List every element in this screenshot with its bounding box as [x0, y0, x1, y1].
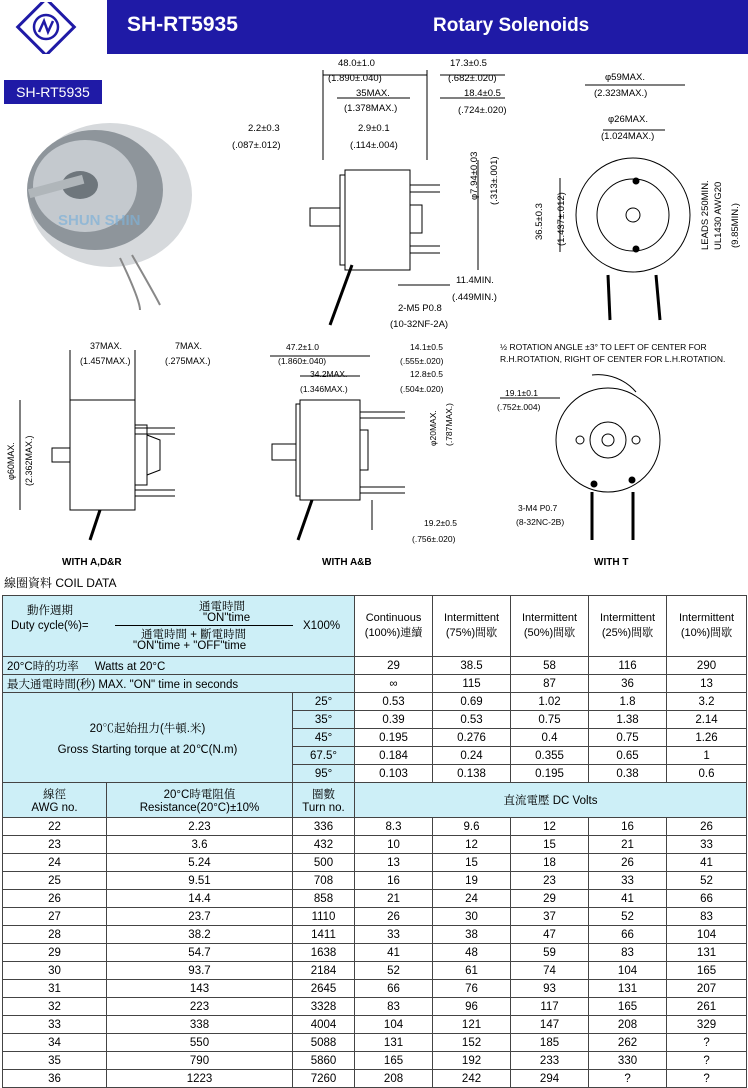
coil-cell: 117: [511, 998, 589, 1016]
svg-text:(1.457MAX.): (1.457MAX.): [80, 356, 131, 366]
coil-cell: 96: [433, 998, 511, 1016]
coil-cell: 15: [433, 854, 511, 872]
coil-cell: 37: [511, 908, 589, 926]
coil-cell: 143: [107, 980, 293, 998]
coil-cell: 33: [589, 872, 667, 890]
svg-text:(.787MAX.): (.787MAX.): [444, 403, 454, 446]
voltage-header-row: 線徑 AWG no. 20°C時電阻值 Resistance(20°C)±10% 圈數 Turn no. 直流電壓 DC Volts: [3, 783, 747, 818]
svg-text:(10-32NF-2A): (10-32NF-2A): [390, 319, 449, 330]
svg-text:2-M5 P0.8: 2-M5 P0.8: [398, 303, 442, 314]
svg-text:UL1430 AWG20: UL1430 AWG20: [713, 181, 724, 250]
coil-cell: 131: [355, 1034, 433, 1052]
coil-cell: 336: [293, 818, 355, 836]
coil-cell: 3328: [293, 998, 355, 1016]
coil-cell: 54.7: [107, 944, 293, 962]
company-logo: [6, 2, 104, 54]
coil-cell: 5860: [293, 1052, 355, 1070]
coil-row: [3, 872, 747, 890]
adr-view-dims: [6, 341, 211, 568]
coil-rows: [3, 818, 747, 1088]
coil-cell: 165: [355, 1052, 433, 1070]
svg-text:(1.346MAX.): (1.346MAX.): [300, 384, 348, 394]
coil-row: [3, 1070, 747, 1088]
coil-row: [3, 944, 747, 962]
torque-row: 20℃起始扭力(牛頓.米) Gross Starting torque at 20℃(N.m) 25° 0.53 0.69 1.02 1.8 3.2: [3, 693, 747, 711]
coil-cell: 41: [667, 854, 747, 872]
coil-cell: 19: [433, 872, 511, 890]
coil-cell: 165: [667, 962, 747, 980]
coil-cell: 2.23: [107, 818, 293, 836]
coil-cell: 131: [667, 944, 747, 962]
svg-text:11.4MIN.: 11.4MIN.: [456, 275, 494, 286]
coil-cell: 26: [589, 854, 667, 872]
coil-cell: 104: [355, 1016, 433, 1034]
coil-cell: 33: [355, 926, 433, 944]
svg-text:(1.860±.040): (1.860±.040): [278, 356, 327, 366]
svg-text:(2.362MAX.): (2.362MAX.): [24, 435, 34, 486]
coil-cell: ?: [667, 1070, 747, 1088]
svg-text:35MAX.: 35MAX.: [356, 88, 390, 99]
coil-cell: 74: [511, 962, 589, 980]
coil-cell: 18: [511, 854, 589, 872]
svg-text:(8-32NC-2B): (8-32NC-2B): [516, 517, 565, 527]
coil-cell: 10: [355, 836, 433, 854]
svg-text:47.2±1.0: 47.2±1.0: [286, 342, 320, 352]
coil-cell: 131: [589, 980, 667, 998]
coil-cell: 121: [433, 1016, 511, 1034]
coil-cell: 24: [3, 854, 107, 872]
coil-cell: 83: [355, 998, 433, 1016]
torque-row: 67.5° 0.184 0.24 0.355 0.65 1: [3, 747, 747, 765]
coil-row: [3, 1052, 747, 1070]
coil-cell: 38: [433, 926, 511, 944]
coil-cell: 3.6: [107, 836, 293, 854]
coil-cell: 23.7: [107, 908, 293, 926]
coil-cell: 16: [589, 818, 667, 836]
coil-row: [3, 854, 747, 872]
svg-text:17.3±0.5: 17.3±0.5: [450, 58, 487, 69]
coil-cell: ?: [667, 1034, 747, 1052]
svg-text:φ26MAX.: φ26MAX.: [608, 114, 648, 125]
coil-cell: 13: [355, 854, 433, 872]
svg-text:2.9±0.1: 2.9±0.1: [358, 123, 390, 134]
coil-cell: ?: [667, 1052, 747, 1070]
coil-cell: 7260: [293, 1070, 355, 1088]
svg-text:φ20MAX.: φ20MAX.: [428, 410, 438, 446]
coil-cell: 52: [667, 872, 747, 890]
coil-cell: 329: [667, 1016, 747, 1034]
coil-cell: 29: [3, 944, 107, 962]
svg-text:36.5±0.3: 36.5±0.3: [534, 203, 545, 240]
coil-cell: 36: [3, 1070, 107, 1088]
svg-text:48.0±1.0: 48.0±1.0: [338, 58, 375, 69]
svg-text:3-M4 P0.7: 3-M4 P0.7: [518, 503, 558, 513]
torque-row: 45° 0.195 0.276 0.4 0.75 1.26: [3, 729, 747, 747]
coil-cell: 26: [355, 908, 433, 926]
svg-text:(2.323MAX.): (2.323MAX.): [594, 88, 648, 99]
coil-cell: 26: [667, 818, 747, 836]
coil-cell: 41: [355, 944, 433, 962]
coil-cell: 294: [511, 1070, 589, 1088]
coil-cell: 21: [355, 890, 433, 908]
coil-cell: 5088: [293, 1034, 355, 1052]
coil-cell: 9.51: [107, 872, 293, 890]
coil-cell: 52: [589, 908, 667, 926]
t-view-drawing: [500, 375, 660, 540]
coil-cell: 152: [433, 1034, 511, 1052]
coil-cell: 208: [355, 1070, 433, 1088]
coil-cell: 93: [511, 980, 589, 998]
duty-cycle-row: 動作週期 Duty cycle(%)= 通電時間 "ON"time 通電時間 + 斷電時間 "ON"time + "OFF"time X100% Continuous (100%)連續 Intermittent (75%)間歇 Intermittent (50%)間歇 Intermittent (25%)間歇 Intermittent (10%)間歇: [3, 596, 747, 657]
coil-cell: 223: [107, 998, 293, 1016]
svg-text:12.8±0.5: 12.8±0.5: [410, 369, 444, 379]
title-bar: [107, 0, 748, 54]
coil-row: [3, 980, 747, 998]
coil-row: [3, 908, 747, 926]
coil-row: [3, 998, 747, 1016]
coil-cell: 165: [589, 998, 667, 1016]
coil-cell: 48: [433, 944, 511, 962]
caption-ab: WITH A&B: [322, 557, 372, 568]
technical-drawings: [0, 56, 748, 576]
coil-cell: 23: [511, 872, 589, 890]
product-photo: [27, 123, 192, 310]
svg-text:(.449MIN.): (.449MIN.): [452, 292, 497, 303]
coil-cell: 24: [433, 890, 511, 908]
coil-cell: 93.7: [107, 962, 293, 980]
watermark: SHUN SHIN: [58, 212, 141, 229]
watts-row: 20°C時的功率 Watts at 20°C 29 38.5 58 116 290: [3, 657, 747, 675]
svg-text:(1.024MAX.): (1.024MAX.): [601, 131, 655, 142]
svg-text:(.756±.020): (.756±.020): [412, 534, 456, 544]
coil-cell: 25: [3, 872, 107, 890]
coil-cell: 66: [589, 926, 667, 944]
coil-cell: 1638: [293, 944, 355, 962]
coil-cell: 330: [589, 1052, 667, 1070]
coil-cell: 14.4: [107, 890, 293, 908]
svg-text:(.724±.020): (.724±.020): [458, 105, 507, 116]
max-on-time-row: 最大通電時間(秒) MAX. "ON" time in seconds ∞ 115 87 36 13: [3, 675, 747, 693]
svg-text:34.2MAX.: 34.2MAX.: [310, 369, 348, 379]
torque-row: 35° 0.39 0.53 0.75 1.38 2.14: [3, 711, 747, 729]
front-view-dims: [534, 72, 741, 250]
svg-text:(1.378MAX.): (1.378MAX.): [344, 103, 398, 114]
svg-text:14.1±0.5: 14.1±0.5: [410, 342, 444, 352]
svg-text:φ60MAX.: φ60MAX.: [6, 442, 16, 480]
coil-cell: 16: [355, 872, 433, 890]
logo-icon: [6, 2, 104, 54]
coil-cell: 47: [511, 926, 589, 944]
coil-cell: 500: [293, 854, 355, 872]
svg-text:(.504±.020): (.504±.020): [400, 384, 444, 394]
coil-cell: 27: [3, 908, 107, 926]
coil-row: [3, 926, 747, 944]
svg-text:(1.890±.040): (1.890±.040): [328, 73, 382, 84]
duty-cycle-formula: 動作週期 Duty cycle(%)= 通電時間 "ON"time 通電時間 + 斷電時間 "ON"time + "OFF"time X100%: [3, 596, 355, 657]
coil-cell: 22: [3, 818, 107, 836]
model-title: SH-RT5935: [127, 13, 238, 36]
coil-cell: 59: [511, 944, 589, 962]
coil-cell: 61: [433, 962, 511, 980]
coil-cell: 21: [589, 836, 667, 854]
svg-text:(.275MAX.): (.275MAX.): [165, 356, 211, 366]
coil-cell: 262: [589, 1034, 667, 1052]
coil-cell: 76: [433, 980, 511, 998]
coil-cell: 233: [511, 1052, 589, 1070]
caption-adr: WITH A,D&R: [62, 557, 122, 568]
coil-cell: 28: [3, 926, 107, 944]
coil-cell: 83: [589, 944, 667, 962]
coil-cell: 858: [293, 890, 355, 908]
svg-text:37MAX.: 37MAX.: [90, 341, 123, 351]
coil-row: [3, 818, 747, 836]
header: [0, 0, 748, 56]
coil-cell: 29: [511, 890, 589, 908]
coil-cell: 33: [667, 836, 747, 854]
svg-text:LEADS 250MIN.: LEADS 250MIN.: [700, 180, 711, 250]
svg-text:(.752±.004): (.752±.004): [497, 402, 541, 412]
coil-cell: 8.3: [355, 818, 433, 836]
svg-text:½ ROTATION ANGLE ±3° TO LEFT O: ½ ROTATION ANGLE ±3° TO LEFT OF CENTER FOR: [500, 342, 707, 352]
side-view-dims: [232, 58, 507, 330]
coil-cell: 1411: [293, 926, 355, 944]
coil-cell: 52: [355, 962, 433, 980]
svg-text:(.555±.020): (.555±.020): [400, 356, 444, 366]
coil-row: [3, 836, 747, 854]
svg-text:19.2±0.5: 19.2±0.5: [424, 518, 458, 528]
coil-cell: 66: [355, 980, 433, 998]
coil-data-label: 線圈資料 COIL DATA: [4, 576, 117, 590]
coil-cell: 33: [3, 1016, 107, 1034]
svg-text:(.682±.020): (.682±.020): [448, 73, 497, 84]
svg-text:φ7.94±0.03: φ7.94±0.03: [469, 151, 480, 200]
coil-cell: 38.2: [107, 926, 293, 944]
coil-cell: 790: [107, 1052, 293, 1070]
coil-cell: 1110: [293, 908, 355, 926]
coil-cell: 34: [3, 1034, 107, 1052]
coil-row: [3, 890, 747, 908]
coil-cell: 1223: [107, 1070, 293, 1088]
svg-text:(.114±.004): (.114±.004): [350, 140, 398, 151]
coil-cell: 32: [3, 998, 107, 1016]
coil-cell: 708: [293, 872, 355, 890]
coil-data-table: [2, 595, 747, 1088]
coil-row: [3, 962, 747, 980]
coil-cell: 4004: [293, 1016, 355, 1034]
coil-cell: 104: [667, 926, 747, 944]
svg-text:19.1±0.1: 19.1±0.1: [505, 388, 539, 398]
model-tag: SH-RT5935: [4, 80, 102, 104]
coil-cell: 30: [433, 908, 511, 926]
coil-cell: 147: [511, 1016, 589, 1034]
coil-cell: 41: [589, 890, 667, 908]
coil-cell: 207: [667, 980, 747, 998]
coil-cell: 66: [667, 890, 747, 908]
svg-text:2.2±0.3: 2.2±0.3: [248, 123, 280, 134]
svg-text:R.H.ROTATION, RIGHT OF CENTER: R.H.ROTATION, RIGHT OF CENTER FOR L.H.ROTATION.: [500, 354, 726, 364]
svg-text:(9.85MIN.): (9.85MIN.): [730, 203, 741, 248]
coil-cell: ?: [589, 1070, 667, 1088]
coil-cell: 31: [3, 980, 107, 998]
coil-cell: 35: [3, 1052, 107, 1070]
coil-cell: 5.24: [107, 854, 293, 872]
coil-cell: 192: [433, 1052, 511, 1070]
coil-cell: 261: [667, 998, 747, 1016]
coil-cell: 30: [3, 962, 107, 980]
adr-view-drawing: [20, 350, 175, 540]
coil-cell: 432: [293, 836, 355, 854]
coil-cell: 208: [589, 1016, 667, 1034]
caption-t: WITH T: [594, 557, 629, 568]
svg-text:φ59MAX.: φ59MAX.: [605, 72, 645, 83]
coil-cell: 185: [511, 1034, 589, 1052]
svg-text:(1.437±.012): (1.437±.012): [556, 192, 567, 246]
coil-cell: 2645: [293, 980, 355, 998]
coil-cell: 26: [3, 890, 107, 908]
coil-row: [3, 1016, 747, 1034]
coil-cell: 23: [3, 836, 107, 854]
coil-cell: 338: [107, 1016, 293, 1034]
coil-cell: 550: [107, 1034, 293, 1052]
svg-text:(.313±.001): (.313±.001): [489, 156, 500, 205]
coil-cell: 15: [511, 836, 589, 854]
svg-text:(.087±.012): (.087±.012): [232, 140, 281, 151]
coil-cell: 12: [433, 836, 511, 854]
coil-row: [3, 1034, 747, 1052]
coil-cell: 2184: [293, 962, 355, 980]
coil-cell: 9.6: [433, 818, 511, 836]
coil-cell: 104: [589, 962, 667, 980]
svg-text:7MAX.: 7MAX.: [175, 341, 203, 351]
svg-text:18.4±0.5: 18.4±0.5: [464, 88, 501, 99]
torque-label: 20℃起始扭力(牛頓.米) Gross Starting torque at 20℃(N.m): [3, 693, 293, 783]
coil-cell: 83: [667, 908, 747, 926]
coil-cell: 242: [433, 1070, 511, 1088]
torque-row: 95° 0.103 0.138 0.195 0.38 0.6: [3, 765, 747, 783]
coil-cell: 12: [511, 818, 589, 836]
category-title: Rotary Solenoids: [433, 15, 590, 36]
